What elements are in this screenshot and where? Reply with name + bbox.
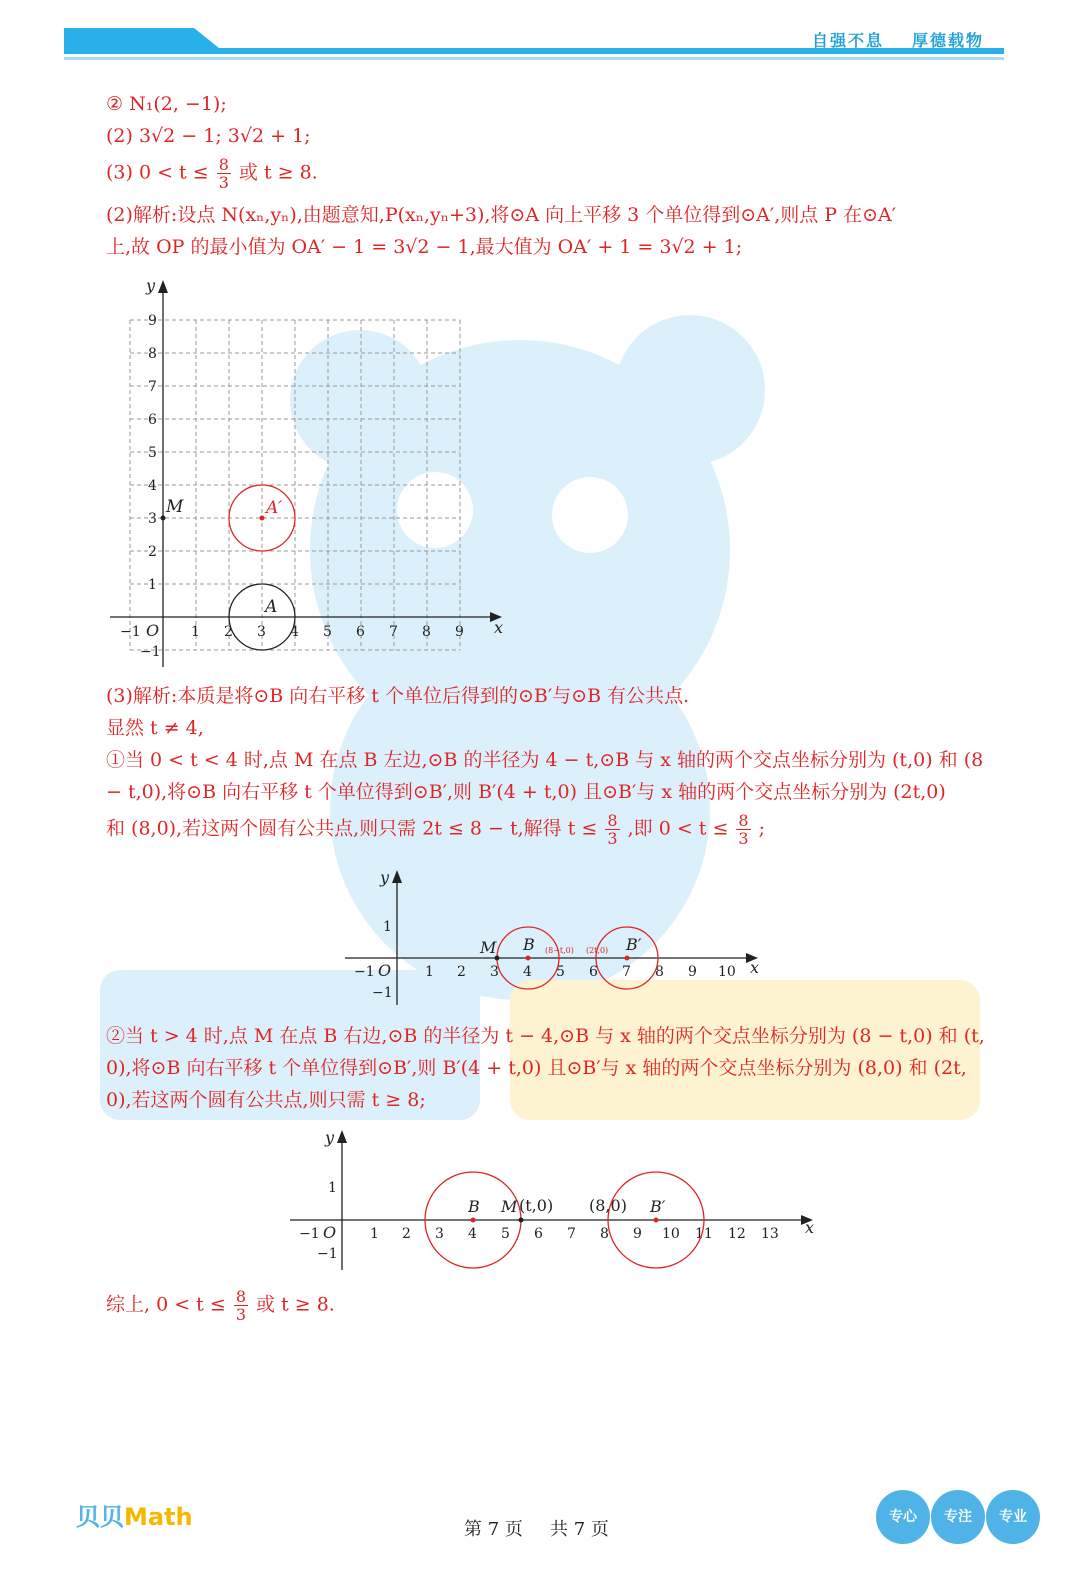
- fig1-ytick: 2: [148, 544, 157, 560]
- fig1-xtick: 1: [191, 624, 200, 640]
- fig1-label-A: A: [265, 597, 278, 617]
- part3b-line-3: 0),若这两个圆有公共点,则只需 t ≥ 8;: [106, 1089, 426, 1111]
- fig1-xtick: 9: [455, 624, 464, 640]
- part3-line-3: ①当 0 < t < 4 时,点 M 在点 B 左边,⊙B 的半径为 4 − t,⊙B 与 x 轴的两个交点坐标分别为 (t,0) 和 (8: [106, 749, 984, 771]
- fig1-ytick: 7: [148, 379, 157, 395]
- fraction-numerator: 8: [235, 1287, 246, 1306]
- point-B-prime-dot: [654, 1218, 659, 1223]
- fig1-ytick: 5: [148, 445, 157, 461]
- footer-logo-cn: 贝贝: [76, 1503, 124, 1531]
- part3-line-2: 显然 t ≠ 4,: [106, 717, 204, 739]
- summary-line: [106, 1288, 335, 1323]
- fig2-xtick: 8: [655, 964, 664, 980]
- fig1-ytick: 1: [148, 577, 157, 593]
- part2-line-1: (2)解析:设点 N(xₙ,yₙ),由题意知,P(xₙ,yₙ+3),将⊙A 向上平移 3 个单位得到⊙A′,则点 P 在⊙A′: [106, 204, 897, 226]
- fraction-denominator: 3: [607, 829, 618, 848]
- fig3-label-80: (8,0): [589, 1196, 627, 1215]
- fig3-label-B: B: [468, 1197, 480, 1216]
- fig1-label-A-prime: A′: [266, 498, 283, 518]
- summary-suffix: 或 t ≥ 8.: [256, 1293, 335, 1316]
- figure-1-coordinate-grid: [100, 275, 520, 675]
- fig2-ytick: −1: [372, 985, 393, 1001]
- fig3-xtick: 12: [728, 1226, 746, 1242]
- footer-logo-en: Math: [124, 1503, 193, 1531]
- point-A-prime-dot: [260, 516, 265, 521]
- page-total: 共 7 页: [550, 1519, 609, 1540]
- fig1-origin: O: [146, 621, 160, 640]
- fig1-ytick: 3: [148, 511, 157, 527]
- part3b-line-2: 0),将⊙B 向右平移 t 个单位得到⊙B′,则 B′(4 + t,0) 且⊙B′与 x 轴的两个交点坐标分别为 (8,0) 和 (2t,: [106, 1057, 967, 1079]
- fig3-xtick: 6: [534, 1226, 543, 1242]
- answer-1: ② N₁(2, −1);: [106, 93, 227, 115]
- fig3-xtick: 9: [633, 1226, 642, 1242]
- fig2-xtick: 7: [622, 964, 631, 980]
- answer-3-fraction: [217, 156, 231, 191]
- summary-prefix: 综上, 0 < t ≤: [106, 1293, 226, 1316]
- fig3-ytick: −1: [317, 1246, 338, 1262]
- fig1-xtick: 5: [323, 624, 332, 640]
- fraction-denominator: 3: [738, 829, 749, 848]
- fraction-denominator: 3: [235, 1305, 246, 1324]
- fig2-xtick: 4: [523, 964, 532, 980]
- fig1-xtick: 2: [224, 624, 233, 640]
- fig1-ytick: 6: [148, 412, 157, 428]
- fig2-origin: O: [378, 961, 392, 980]
- part3-line-5: [106, 812, 765, 847]
- badge-professional: 专业: [986, 1490, 1040, 1544]
- answer-3: [106, 156, 318, 191]
- answer-3-prefix: (3) 0 < t ≤: [106, 161, 209, 184]
- fig2-xtick: 9: [688, 964, 697, 980]
- fig2-x-label: x: [750, 958, 760, 977]
- fig1-xtick: 8: [422, 624, 431, 640]
- fig3-xtick: 8: [600, 1226, 609, 1242]
- fig2-ytick: 1: [383, 919, 392, 935]
- fig1-ytick: 8: [148, 346, 157, 362]
- fig3-ytick: 1: [328, 1180, 337, 1196]
- point-M-dot: [161, 516, 166, 521]
- fig1-x-label: x: [494, 618, 504, 637]
- fig2-label-8t: (8−t,0): [545, 946, 574, 955]
- fig3-x-label: x: [805, 1218, 815, 1237]
- fig1-ytick: 9: [148, 313, 157, 329]
- fig3-xtick: 7: [567, 1226, 576, 1242]
- fig2-xtick: 2: [457, 964, 466, 980]
- fig3-origin: O: [323, 1223, 337, 1242]
- fig3-xtick: 2: [402, 1226, 411, 1242]
- fig3-xtick: 4: [468, 1226, 477, 1242]
- fraction-numerator: 8: [607, 811, 618, 830]
- fig1-xtick: −1: [120, 624, 141, 640]
- figure-3-number-line: [285, 1125, 825, 1275]
- point-B-dot: [526, 956, 531, 961]
- fig1-ytick: −1: [140, 644, 161, 660]
- header-motto-right: 厚德载物: [912, 31, 985, 50]
- fig2-xtick: 5: [556, 964, 565, 980]
- fig3-label-M: M: [501, 1197, 518, 1216]
- fig1-xtick: 6: [356, 624, 365, 640]
- fig1-xtick: 4: [290, 624, 299, 640]
- part3-line-5-mid: ,即 0 < t ≤: [627, 817, 729, 840]
- fraction-numerator: 8: [218, 155, 229, 174]
- part3-line-5-suffix: ;: [758, 817, 766, 840]
- fig2-xtick: 10: [718, 964, 736, 980]
- summary-fraction: [234, 1288, 248, 1323]
- part3-fraction-1: [605, 812, 619, 847]
- fig2-label-B-prime: B′: [626, 935, 642, 954]
- point-B-prime-dot: [625, 956, 630, 961]
- part3-line-1: (3)解析:本质是将⊙B 向右平移 t 个单位后得到的⊙B′与⊙B 有公共点.: [106, 685, 690, 707]
- fig2-label-B: B: [523, 935, 535, 954]
- fig2-label-M: M: [480, 938, 497, 957]
- fig3-xtick: 3: [435, 1226, 444, 1242]
- answer-2: (2) 3√2 − 1; 3√2 + 1;: [106, 125, 311, 147]
- part3-line-5-prefix: 和 (8,0),若这两个圆有公共点,则只需 2t ≤ 8 − t,解得 t ≤: [106, 817, 598, 840]
- figure-2-number-line: [340, 865, 770, 1015]
- badge-focus-attention: 专注: [931, 1490, 985, 1544]
- part3-fraction-2: [736, 812, 750, 847]
- badge-focus-heart: 专心: [876, 1490, 930, 1544]
- fig3-xtick: 5: [501, 1226, 510, 1242]
- fig3-label-t0: (t,0): [519, 1196, 554, 1215]
- part3b-line-1: ②当 t > 4 时,点 M 在点 B 右边,⊙B 的半径为 t − 4,⊙B 与 x 轴的两个交点坐标分别为 (8 − t,0) 和 (t,: [106, 1025, 985, 1047]
- header-motto-left: 自强不息: [812, 31, 885, 50]
- fig2-y-label: y: [380, 868, 390, 887]
- fig3-xtick: 13: [761, 1226, 779, 1242]
- fig1-label-M: M: [166, 497, 184, 517]
- point-M-dot: [519, 1218, 524, 1223]
- answer-3-suffix: 或 t ≥ 8.: [238, 161, 318, 184]
- point-B-dot: [471, 1218, 476, 1223]
- fig2-label-2t: (2t,0): [586, 946, 609, 955]
- fig1-xtick: 3: [257, 624, 266, 640]
- part3-line-4: − t,0),将⊙B 向右平移 t 个单位得到⊙B′,则 B′(4 + t,0) 且⊙B′与 x 轴的两个交点坐标分别为 (2t,0): [106, 781, 946, 803]
- fig3-xtick: 10: [662, 1226, 680, 1242]
- fig3-y-label: y: [325, 1128, 335, 1147]
- fig1-y-label: y: [146, 276, 156, 295]
- fig2-xtick: −1: [354, 964, 375, 980]
- part2-line-2: 上,故 OP 的最小值为 OA′ − 1 = 3√2 − 1,最大值为 OA′ + 1 = 3√2 + 1;: [106, 236, 743, 258]
- fig3-label-B-prime: B′: [650, 1197, 666, 1216]
- fraction-numerator: 8: [738, 811, 749, 830]
- fig2-xtick: 1: [425, 964, 434, 980]
- page-current: 第 7 页: [464, 1519, 523, 1540]
- fig3-xtick: 11: [695, 1226, 713, 1242]
- fig1-ytick: 4: [148, 478, 157, 494]
- fig3-xtick: 1: [370, 1226, 379, 1242]
- fig2-xtick: 6: [589, 964, 598, 980]
- fraction-denominator: 3: [218, 173, 229, 192]
- footer-logo: [76, 1497, 193, 1532]
- fig2-xtick: 3: [490, 964, 499, 980]
- fig3-xtick: −1: [299, 1226, 320, 1242]
- fig1-xtick: 7: [389, 624, 398, 640]
